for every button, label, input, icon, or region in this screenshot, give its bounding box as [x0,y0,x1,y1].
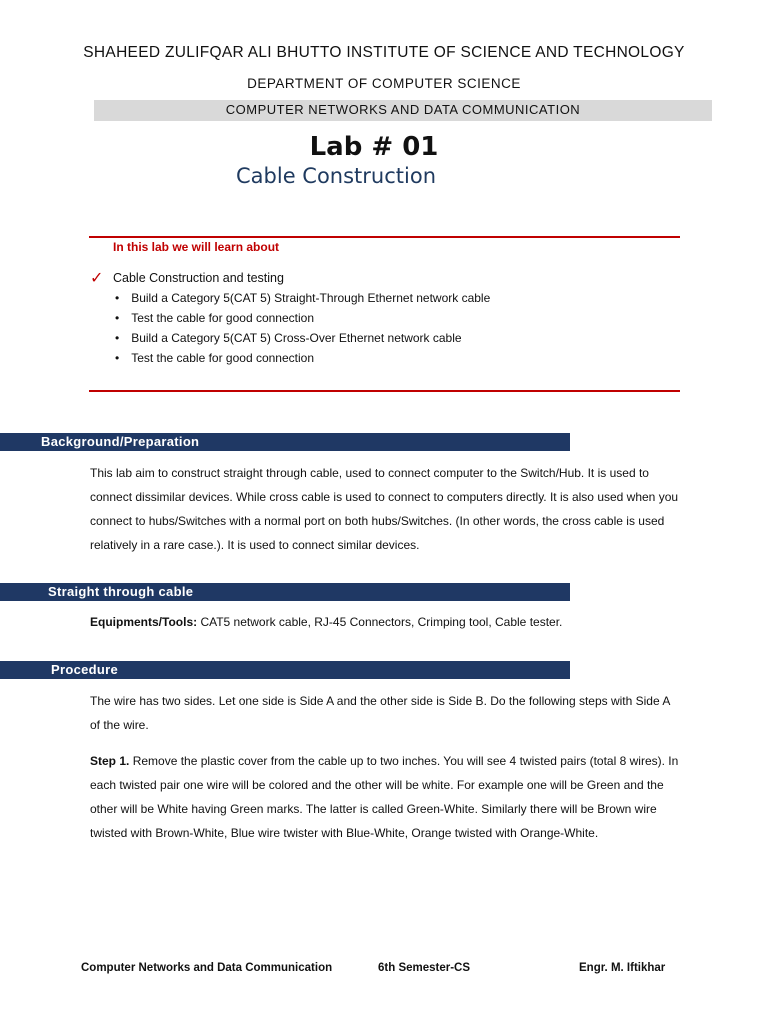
lab-number: Lab # 01 [309,132,439,162]
procedure-intro: The wire has two sides. Let one side is Side A and the other side is Side B. Do the following steps with Side A of the wire. [90,694,670,732]
list-item [115,331,462,345]
list-item [115,351,314,365]
footer-course: Computer Networks and Data Communication [81,962,333,974]
step-1-text: Remove the plastic cover from the cable up to two inches. You will see 4 twisted pairs (total 8 wires). In each twisted pair one wire will be colored and the other will be white. For example one will be Green and the other will be White having Green marks. The latter is called Green-White. Similarly there will be Brown wire twisted with Brown-White, Blue wire twister with Blue-White, Orange twisted with Orange-White. [90,754,679,840]
bullet-icon: • [115,291,120,305]
list-item-text: Test the cable for good connection [131,311,314,325]
objectives-intro: In this lab we will learn about [113,240,280,254]
background-heading: Background/Preparation [41,434,200,449]
department-name: DEPARTMENT OF COMPUTER SCIENCE [247,76,521,91]
checkmark-icon: ✓ [90,270,104,287]
objective-main: Cable Construction and testing [113,271,284,285]
objectives-top-rule [89,236,680,238]
lab-title: Cable Construction [236,164,437,188]
list-item-text: Build a Category 5(CAT 5) Straight-Through Ethernet network cable [131,291,491,305]
straight-section-bar [0,583,570,601]
equipment-text: CAT5 network cable, RJ-45 Connectors, Crimping tool, Cable tester. [197,615,563,629]
list-item [115,311,314,325]
background-section-bar [0,433,570,451]
bullet-icon: • [115,351,120,365]
objectives-bottom-rule [89,390,680,392]
equipment-label: Equipments/Tools: [90,615,198,629]
course-name: COMPUTER NETWORKS AND DATA COMMUNICATION [225,102,581,117]
straight-heading: Straight through cable [48,584,194,599]
equipment-line [90,610,680,634]
background-paragraph: This lab aim to construct straight through cable, used to connect computer to the Switch/Hub. It is used to connect dissimilar devices. While cross cable is used to connect to computers directly. It is also used when you connect to hubs/Switches with a normal port on both hubs/Switches. (In other words, the cross cable is used relatively in a rare case.). It is used to connect similar devices. [90,466,679,552]
bullet-icon: • [115,311,120,325]
procedure-heading: Procedure [51,662,119,677]
procedure-section-bar [0,661,570,679]
footer-author: Engr. M. Iftikhar [579,962,666,974]
list-item-text: Build a Category 5(CAT 5) Cross-Over Ethernet network cable [131,331,462,345]
list-item-text: Test the cable for good connection [131,351,314,365]
list-item [115,291,490,305]
institute-name: SHAHEED ZULIFQAR ALI BHUTTO INSTITUTE OF SCIENCE AND TECHNOLOGY [83,44,685,61]
footer-semester: 6th Semester-CS [378,962,471,974]
bullet-icon: • [115,331,120,345]
step-1-paragraph [90,749,680,845]
step-1-label: Step 1. [90,754,130,768]
